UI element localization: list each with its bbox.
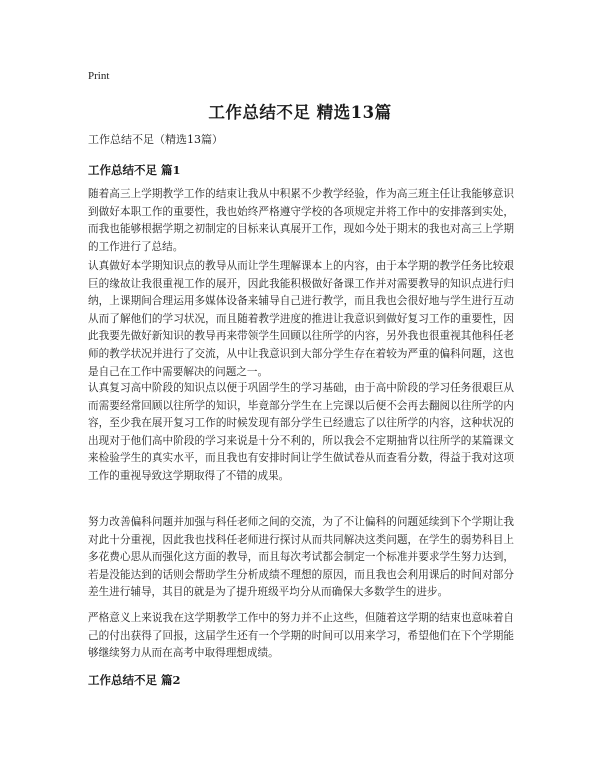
print-link[interactable]: Print xyxy=(88,70,110,82)
paragraph-2: 认真做好本学期知识点的教导从而让学生理解课本上的内容，由于本学期的教学任务比较艰巨的缘故让我很重视工作的展开，因此我能积极做好备课工作并对需要教导的知识点进行归纳，上课期间合理运用多媒体设备来辅导自己进行教学，而且我也会很好地与学生进行互动从而了解他们的学习状况，而且随着教学进度的推进让我意识到做好复习工作的重要性，因此我要先做好新知识的教导再来带领学生回顾以往所学的内容，另外我也很重视其他科任老师的教学状况并进行了交流，从中让我意识到大部分学生存在着较为严重的偏科问题，这也是自己在工作中需要解决的问题之一。 xyxy=(88,260,514,378)
paragraph-5: 严格意义上来说我在这学期教学工作中的努力并不止这些，但随着这学期的结束也意味着自己的付出获得了回报，这届学生还有一个学期的时间可以用来学习，希望他们在下个学期能够继续努力从而在高考中取得理想成绩。 xyxy=(88,612,514,660)
section-heading-1: 工作总结不足 篇1 xyxy=(88,163,181,177)
paragraph-4: 努力改善偏科问题并加强与科任老师之间的交流，为了不让偏科的问题延续到下个学期让我对此十分重视，因此我也找科任老师进行探讨从而共同解决这类问题，在学生的弱势科目上多花费心思从而强化这方面的教导，而且每次考试都会制定一个标准并要求学生努力达到，若是没能达到的话则会帮助学生分析成绩不理想的原因，而且我也会利用课后的时间对部分差生进行辅导，其目的就是为了提升班级平均分从而确保大多数学生的进步。 xyxy=(88,516,514,599)
document-title: 工作总结不足 精选13篇 xyxy=(208,103,392,122)
paragraph-1: 随着高三上学期教学工作的结束让我从中积累不少教学经验，作为高三班主任让我能够意识到做好本职工作的重要性，我也始终严格遵守学校的各项规定并将工作中的安排落到实处，而我也能够根据学期之初制定的目标来认真展开工作，现如今处于期末的我也对高三上学期的工作进行了总结。 xyxy=(88,188,514,253)
paragraph-3: 认真复习高中阶段的知识点以便于巩固学生的学习基础，由于高中阶段的学习任务很艰巨从而需要经常回顾以往所学的知识，毕竟部分学生在上完课以后便不会再去翻阅以往所学的内容，至少我在展开复习工作的时候发现有部分学生已经遗忘了以往所学的内容，这种状况的出现对于他们高中阶段的学习来说是十分不利的，所以我会不定期抽背以往所学的某篇课文来检验学生的真实水平，而且我也有安排时间让学生做试卷从而查看分数，得益于我对这项工作的重视导致这学期取得了不错的成果。 xyxy=(88,382,514,482)
document-subtitle: 工作总结不足（精选13篇） xyxy=(88,133,223,146)
section-heading-2: 工作总结不足 篇2 xyxy=(88,673,181,687)
